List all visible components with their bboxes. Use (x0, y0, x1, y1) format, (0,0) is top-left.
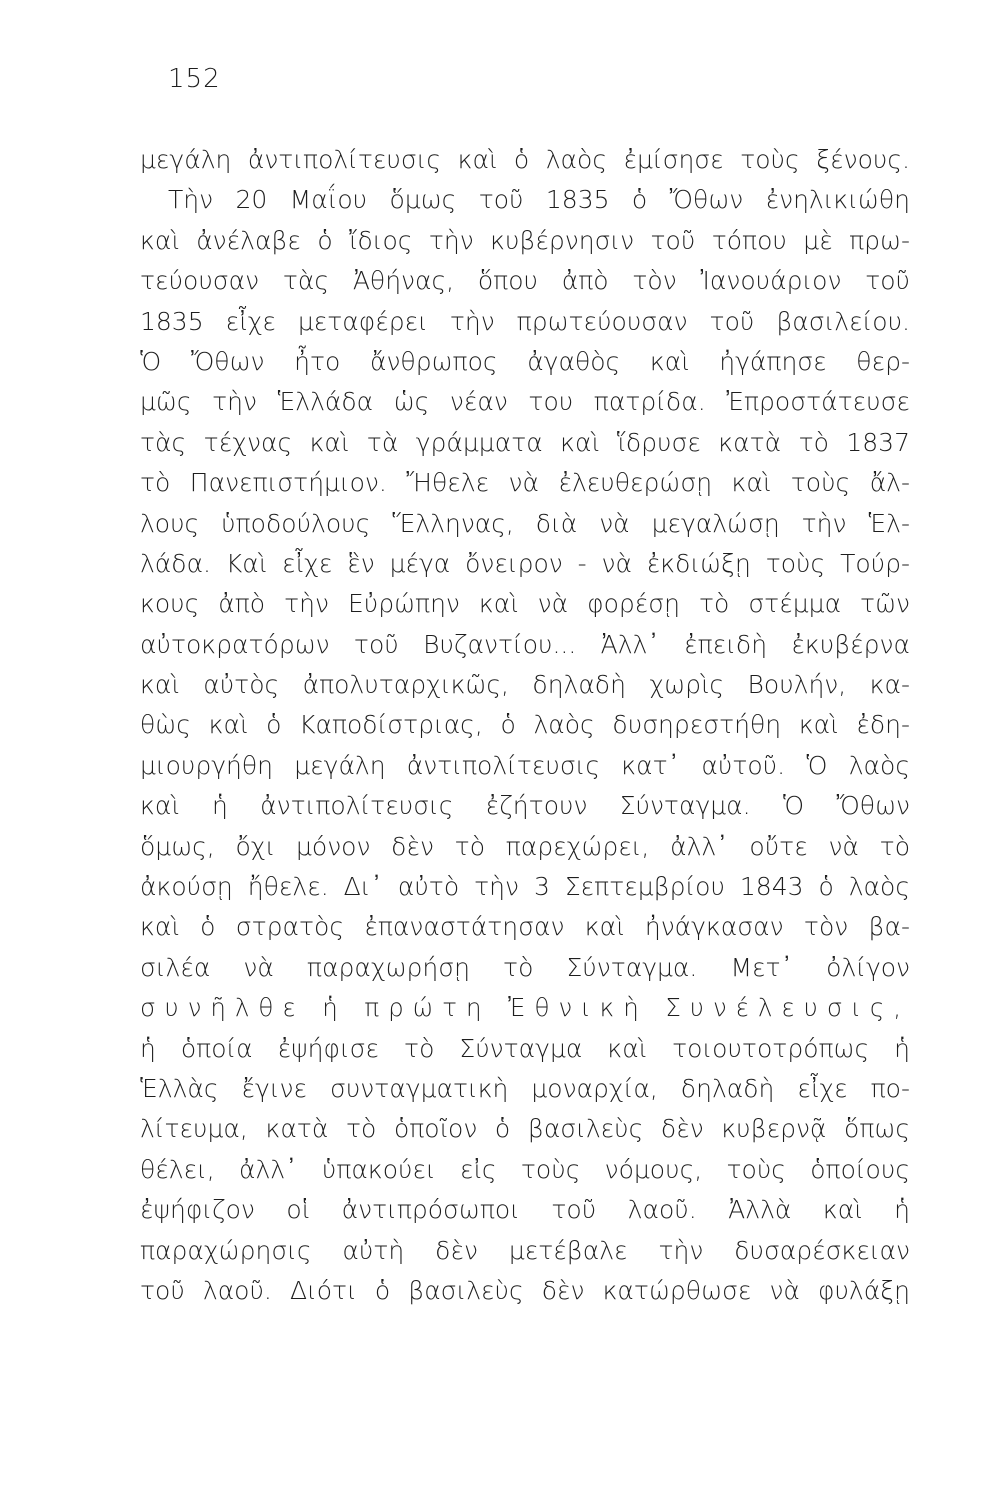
text-line: ὅμως, ὄχι μόνον δὲν τὸ παρεχώρει, ἀλλ᾽ οὔτε νὰ τὸ (140, 831, 910, 861)
text-line: Ὁ Ὄθων ἦτο ἄνθρωπος ἀγαθὸς καὶ ἠγάπησε θερ- (140, 346, 910, 376)
text-line: καὶ ἀνέλαβε ὁ ἴδιος τὴν κυβέρνησιν τοῦ τόπου μὲ πρω- (140, 225, 910, 255)
text-line: καὶ αὐτὸς ἀπολυταρχικῶς, δηλαδὴ χωρὶς Βουλήν, κα- (140, 670, 910, 700)
text-line: μιουργήθη μεγάλη ἀντιπολίτευσις κατ᾽ αὐτοῦ. Ὁ λαὸς (140, 750, 910, 780)
text-line: Τὴν 20 Μαΐου ὅμως τοῦ 1835 ὁ Ὄθων ἐνηλικιώθη (168, 185, 910, 215)
body-text (140, 140, 910, 1311)
text-line: παραχώρησις αὐτὴ δὲν μετέβαλε τὴν δυσαρέσκειαν (140, 1235, 910, 1265)
text-line: Ἑλλὰς ἔγινε συνταγματικὴ μοναρχία, δηλαδὴ εἶχε πο- (140, 1073, 910, 1103)
text-line: τεύουσαν τὰς Ἀθήνας, ὅπου ἀπὸ τὸν Ἰανουάριον τοῦ (140, 266, 910, 296)
text-line: ἐψήφιζον οἱ ἀντιπρόσωποι τοῦ λαοῦ. Ἀλλὰ καὶ ἡ (140, 1195, 910, 1225)
text-line: τὰς τέχνας καὶ τὰ γράμματα καὶ ἵδρυσε κατὰ τὸ 1837 (140, 427, 910, 457)
text-line: αὐτοκρατόρων τοῦ Βυζαντίου... Ἀλλ᾽ ἐπειδὴ ἐκυβέρνα (140, 629, 910, 659)
text-line: θὼς καὶ ὁ Καποδίστριας, ὁ λαὸς δυσηρεστήθη καὶ ἐδη- (140, 710, 910, 740)
text-line: λάδα. Καὶ εἶχε ἓν μέγα ὄνειρον - νὰ ἐκδιώξῃ τοὺς Τούρ- (140, 548, 910, 578)
text-line: σιλέα νὰ παραχωρήσῃ τὸ Σύνταγμα. Μετ᾽ ὀλίγον (140, 952, 910, 982)
text-line: μῶς τὴν Ἑλλάδα ὡς νέαν του πατρίδα. Ἐπροστάτευσε (140, 387, 910, 417)
text-line: τοῦ λαοῦ. Διότι ὁ βασιλεὺς δὲν κατώρθωσε νὰ φυλάξῃ (140, 1275, 910, 1305)
text-line: λίτευμα, κατὰ τὸ ὁποῖον ὁ βασιλεὺς δὲν κυβερνᾷ ὅπως (140, 1114, 910, 1144)
page-number: 152 (168, 64, 221, 94)
text-line: κους ἀπὸ τὴν Εὐρώπην καὶ νὰ φορέσῃ τὸ στέμμα τῶν (140, 589, 910, 619)
text-line: μεγάλη ἀντιπολίτευσις καὶ ὁ λαὸς ἐμίσησε τοὺς ξένους. (140, 145, 910, 174)
text-line: καὶ ἡ ἀντιπολίτευσις ἐζήτουν Σύνταγμα. Ὁ Ὄθων (140, 791, 910, 821)
text-line: 1835 εἶχε μεταφέρει τὴν πρωτεύουσαν τοῦ βασιλείου. (140, 306, 910, 336)
text-line-spaced: συνῆλθε ἡ πρώτη Ἐθνικὴ Συνέλευσις, (140, 993, 910, 1023)
text-line: ἡ ὁποία ἐψήφισε τὸ Σύνταγμα καὶ τοιουτοτρόπως ἡ (140, 1033, 910, 1063)
text-line: λους ὑποδούλους Ἕλληνας, διὰ νὰ μεγαλώσῃ τὴν Ἑλ- (140, 508, 910, 538)
text-line: ἀκούσῃ ἤθελε. Δι᾽ αὐτὸ τὴν 3 Σεπτεμβρίου 1843 ὁ λαὸς (140, 872, 910, 902)
text-line: τὸ Πανεπιστήμιον. Ἤθελε νὰ ἐλευθερώσῃ καὶ τοὺς ἄλ- (140, 468, 910, 498)
text-line: καὶ ὁ στρατὸς ἐπαναστάτησαν καὶ ἠνάγκασαν τὸν βα- (140, 912, 910, 942)
text-line: θέλει, ἀλλ᾽ ὑπακούει εἰς τοὺς νόμους, τοὺς ὁποίους (140, 1154, 910, 1184)
